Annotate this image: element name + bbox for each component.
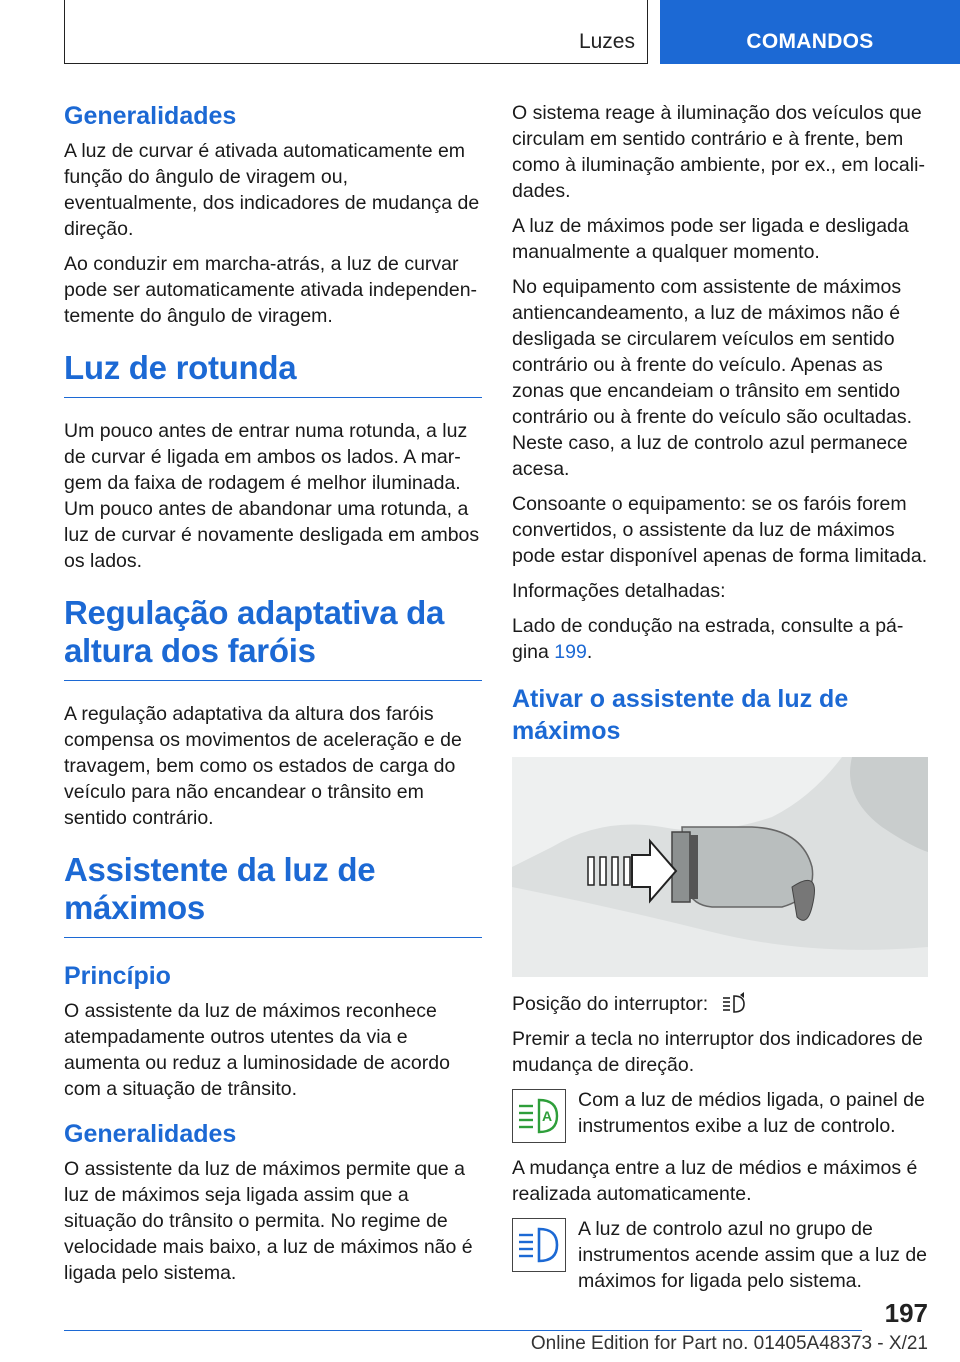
section-divider (64, 397, 482, 398)
paragraph: A regulação adaptativa da altura dos faróis compensa os movimentos de aceleração e de travagem, bem como os estados de carga do veículo para não encandear o trânsito em sentido contrário. (64, 703, 462, 829)
heading-regulacao-adaptativa: Regulação adaptativa da altura dos faróis (64, 594, 445, 669)
header-chapter-tab[interactable] (660, 0, 960, 64)
note-text: A luz de controlo azul no grupo de instrumentos acende assim que a luz de máximos for ligada pelo sistema. (578, 1218, 928, 1292)
heading-ativar-assistente: Ativar o assistente da luz de máximos (512, 685, 849, 745)
section-divider (64, 937, 482, 938)
paragraph: No equipamento com assistente de máximos antiencandeamento, a luz de máximos não é desligada se circularem veículos em sentido contrário ou à frente do veículo. Apenas as zonas que encandeiam o trânsito em sentido contrário ou à frente do veículo são ocultadas. Neste caso, a luz de controlo azul permanece acesa. (512, 276, 912, 480)
section-divider (64, 680, 482, 681)
right-column (512, 100, 932, 1306)
turn-signal-stalk-figure (512, 757, 928, 977)
note-green-indicator (512, 1087, 932, 1143)
paragraph: Consoante o equipamento: se os faróis forem convertidos, o assistente da luz de máximos pode estar disponível apenas de forma limitada. (512, 493, 928, 567)
paragraph: O assistente da luz de máximos reconhece atempadamente outros utentes da via e aumenta ou reduz a luminosidade de acordo com a situação de trânsito. (64, 1000, 450, 1100)
paragraph-page-reference: Lado de condução na estrada, consulte a página 199. (512, 615, 904, 663)
footer-divider (64, 1330, 862, 1331)
high-beam-assistant-switch-icon (722, 992, 748, 1014)
heading-luz-de-rotunda: Luz de rotunda (64, 349, 297, 386)
header-chapter-title: COMANDOS (746, 30, 874, 53)
header-section-title: Luzes (578, 30, 635, 53)
svg-text:A: A (542, 1108, 553, 1124)
paragraph-switch-position: Posição do interruptor: (512, 991, 932, 1017)
paragraph: Informações detalhadas: (512, 580, 726, 602)
paragraph: Ao conduzir em marcha-atrás, a luz de curvar pode ser automaticamente ativada independentemente do ângulo de viragem. (64, 253, 478, 327)
footer-edition-text: Online Edition for Part no. 01405A48373 - X/21 (530, 1333, 928, 1354)
paragraph: A luz de curvar é ativada automaticamente em função do ângulo de viragem ou, eventualmente, dos indicadores de mudança de direção. (64, 140, 480, 240)
paragraph: A mudança entre a luz de médios e máximos é realizada automaticamente. (512, 1157, 918, 1205)
paragraph: O assistente da luz de máximos permite que a luz de máximos seja ligada assim que a situação do trânsito o permita. No regime de velocidade mais baixo, a luz de máximos não é ligada pelo sistema. (64, 1158, 473, 1284)
paragraph: O sistema reage à iluminação dos veículos que circulam em sentido contrário e à frente, bem como à iluminação ambiente, por ex., em localidades. (512, 102, 925, 202)
paragraph: A luz de máximos pode ser ligada e desligada manualmente a qualquer momento. (512, 215, 909, 263)
left-column (64, 100, 482, 1295)
blue-high-beam-indicator-icon (512, 1218, 566, 1272)
note-text: Com a luz de médios ligada, o painel de instrumentos exibe a luz de controlo. (578, 1089, 925, 1137)
paragraph: Premir a tecla no interruptor dos indicadores de mudança de direção. (512, 1028, 923, 1076)
heading-assistente-luz-maximos: Assistente da luz de máximos (64, 851, 376, 926)
heading-generalidades-2: Generalidades (64, 1120, 237, 1148)
stalk-illustration (512, 757, 928, 977)
note-blue-indicator (512, 1216, 932, 1294)
green-high-beam-assistant-indicator-icon (512, 1089, 566, 1143)
heading-principio: Princípio (64, 962, 171, 990)
header-section-box (64, 0, 648, 64)
paragraph: Um pouco antes de entrar numa rotunda, a luz de curvar é ligada em ambos os lados. A margem da faixa de rodagem é melhor iluminada. Um pouco antes de abandonar uma rotunda, a luz de curvar é novamente desligada em ambos os lados. (64, 420, 480, 572)
heading-generalidades: Generalidades (64, 102, 237, 130)
page-number: 197 (884, 1298, 928, 1328)
page-link[interactable]: 199 (554, 641, 587, 663)
